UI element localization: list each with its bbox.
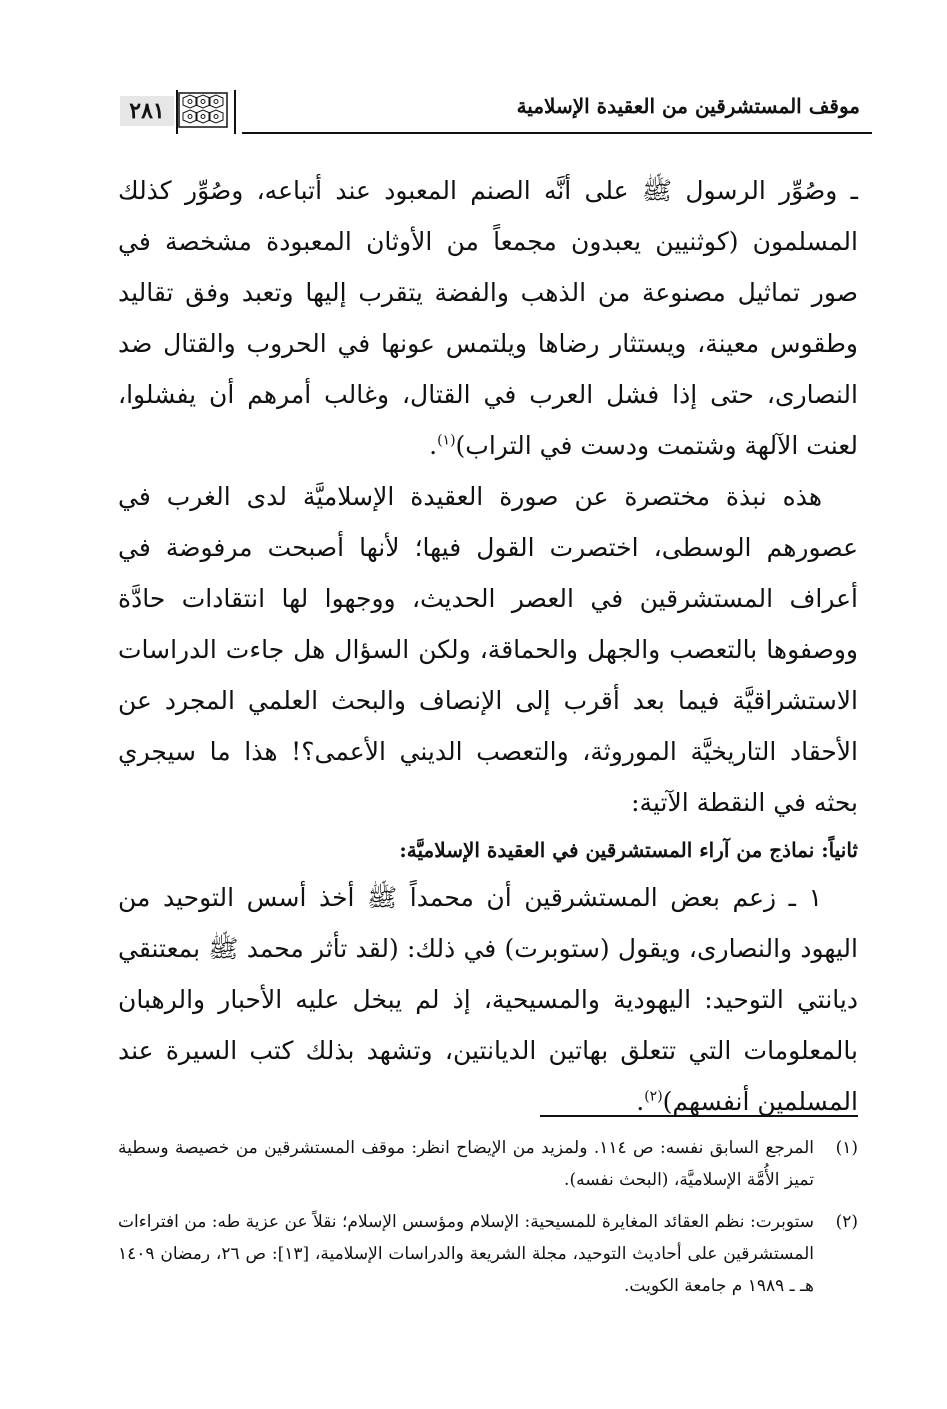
footnote-text: المرجع السابق نفسه: ص ١١٤. ولمزيد من الإيضاح انظر: موقف المستشرقين من خصيصة وسطية تميز الأُمَّة الإسلاميَّة، (البحث نفسه). <box>118 1138 814 1190</box>
paragraph-end: . <box>429 431 438 460</box>
running-header <box>112 88 872 134</box>
paragraph-end: . <box>636 1087 645 1116</box>
footnote-reference: (٢) <box>644 1088 663 1105</box>
section-heading: ثانياً: نماذج من آراء المستشرقين في العقيدة الإسلاميَّة: <box>399 838 858 862</box>
page-number: ٢٨١ <box>120 96 174 126</box>
paragraph <box>118 165 858 471</box>
footnote <box>118 1132 858 1196</box>
footnotes <box>118 1132 858 1312</box>
header-rule <box>242 132 872 134</box>
main-text <box>118 165 858 1127</box>
footnote <box>118 1206 858 1302</box>
footnote-number: (٢) <box>835 1212 858 1232</box>
header-title: موقف المستشرقين من العقيدة الإسلامية <box>516 94 860 118</box>
ornament-icon <box>178 92 228 128</box>
footnote-text: ستوبرت: نظم العقائد المغايرة للمسيحية: الإسلام ومؤسس الإسلام؛ نقلاً عن عزية طه: من افتراءات المستشرقين على أحاديث التوحيد، مجلة الشريعة والدراسات الإسلامية، [١٣]: ص ٢٦، رمضان ١٤٠٩ هـ ـ ١٩٨٩ م جامعة الكويت. <box>118 1212 814 1296</box>
paragraph-text: ـ وصُوِّر الرسول ﷺ على أنَّه الصنم المعبود عند أتباعه، وصُوِّر كذلك المسلمون (كوثنيين يعبدون مجمعاً من الأوثان المعبودة مشخصة في صور تماثيل مصنوعة من الذهب والفضة يتقرب إليها وتعبد وفق تقاليد وطقوس معينة، ويستثار رضاها ويلتمس عونها في الحروب والقتال ضد النصارى، حتى إذا فشل العرب في القتال، وغالب أمرهم أن يفشلوا، لعنت الآلهة وشتمت ودست في التراب) <box>118 176 858 460</box>
footnote-reference: (١) <box>437 432 456 449</box>
footnote-separator <box>540 1115 858 1117</box>
footnote-number: (١) <box>835 1138 858 1158</box>
paragraph-text: ١ ـ زعم بعض المستشرقين أن محمداً ﷺ أخذ أسس التوحيد من اليهود والنصارى، ويقول (ستوبرت) في ذلك: (لقد تأثر محمد ﷺ بمعتنقي ديانتي التوحيد: اليهودية والمسيحية، إذ لم يبخل عليه الأحبار والرهبان بالمعلومات التي تتعلق بهاتين الديانتين، وتشهد بذلك كتب السيرة عند المسلمين أنفسهم) <box>118 883 858 1116</box>
paragraph <box>118 872 858 1127</box>
paragraph: هذه نبذة مختصرة عن صورة العقيدة الإسلاميَّة لدى الغرب في عصورهم الوسطى، اختصرت القول فيها؛ لأنها أصبحت مرفوضة في أعراف المستشرقين في العصر الحديث، ووجهوا لها انتقادات حادَّة ووصفوها بالتعصب والجهل والحماقة، ولكن السؤال هل جاءت الدراسات الاستشراقيَّة فيما بعد أقرب إلى الإنصاف والبحث العلمي المجرد عن الأحقاد التاريخيَّة الموروثة، والتعصب الديني الأعمى؟! هذا ما سيجري بحثه في النقطة الآتية: <box>118 482 858 817</box>
header-divider <box>234 90 236 134</box>
